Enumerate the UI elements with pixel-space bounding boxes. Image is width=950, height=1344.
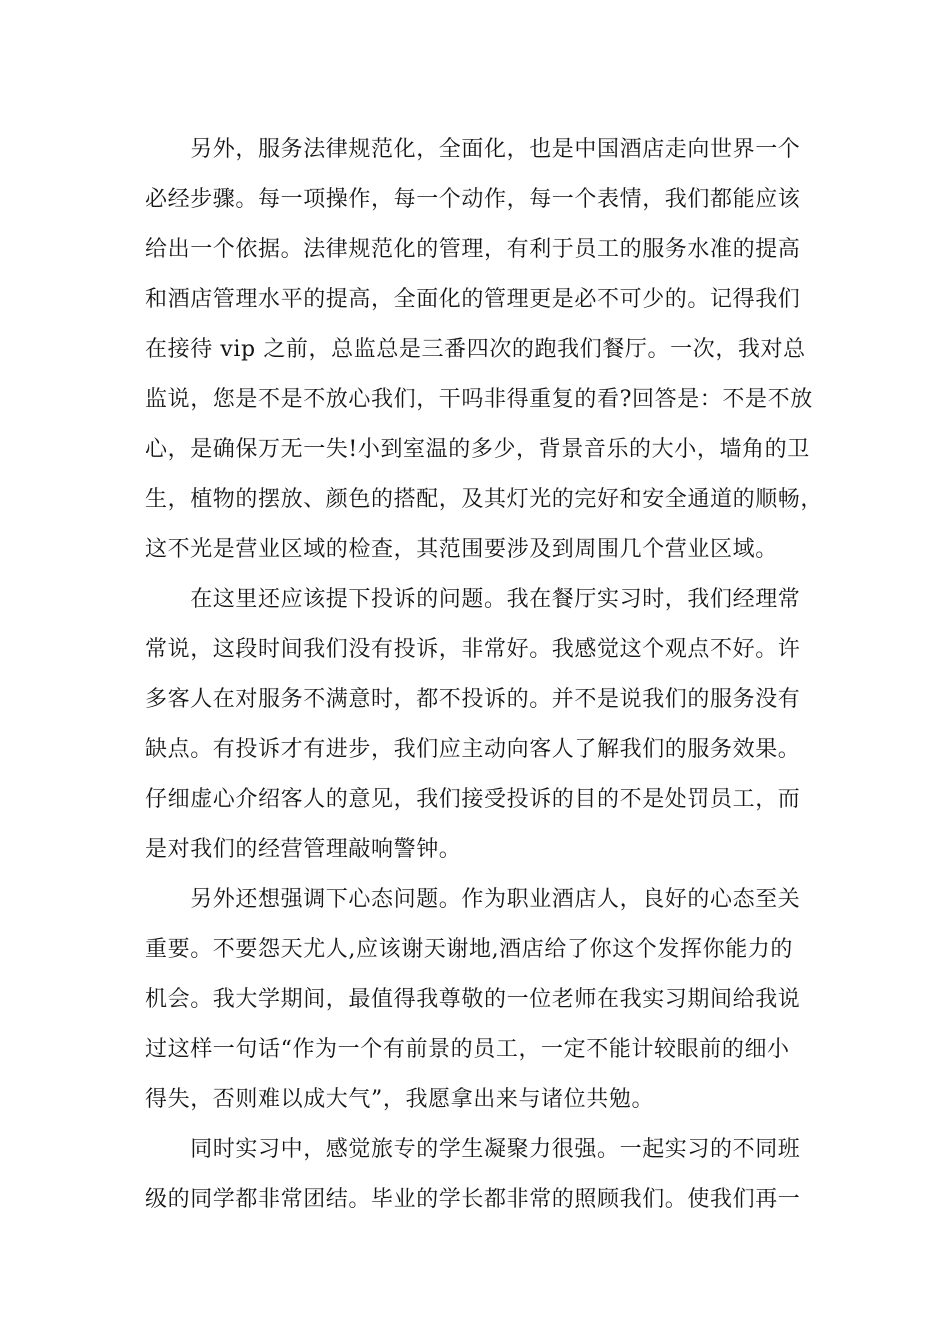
text-line: 级的同学都非常团结。毕业的学长都非常的照顾我们。使我们再一 [145,1187,801,1212]
text-line: 仔细虚心介绍客人的意见，我们接受投诉的目的不是处罚员工，而 [145,787,801,812]
text-line: 心，是确保万无一失!小到室温的多少，背景音乐的大小，墙角的卫 [145,437,810,462]
text-line: 机会。我大学期间，最值得我尊敬的一位老师在我实习期间给我说 [145,987,801,1012]
text-line: 监说，您是不是不放心我们，干吗非得重复的看?回答是：不是不放 [145,387,813,412]
text-line: 生，植物的摆放、颜色的搭配，及其灯光的完好和安全通道的顺畅， [145,487,824,512]
text-line: 在接待 vip 之前，总监总是三番四次的跑我们餐厅。一次，我对总 [145,337,806,362]
text-line: 必经步骤。每一项操作，每一个动作，每一个表情，我们都能应该 [145,187,801,212]
text-line: 缺点。有投诉才有进步，我们应主动向客人了解我们的服务效果。 [145,737,801,762]
text-line: 给出一个依据。法律规范化的管理，有利于员工的服务水准的提高 [145,237,801,262]
text-line: 常说，这段时间我们没有投诉，非常好。我感觉这个观点不好。许 [145,637,801,662]
text-line: 另外，服务法律规范化，全面化，也是中国酒店走向世界一个 [145,137,801,162]
text-line: 过这样一句话“作为一个有前景的员工，一定不能计较眼前的细小 [145,1037,790,1062]
text-line: 另外还想强调下心态问题。作为职业酒店人，良好的心态至关 [145,887,801,912]
text-line: 同时实习中，感觉旅专的学生凝聚力很强。一起实习的不同班 [145,1137,801,1162]
text-line: 是对我们的经营管理敲响警钟。 [145,837,462,862]
text-line: 这不光是营业区域的检查，其范围要涉及到周围几个营业区域。 [145,537,778,562]
text-line: 得失，否则难以成大气”，我愿拿出来与诸位共勉。 [145,1087,655,1112]
text-line: 多客人在对服务不满意时，都不投诉的。并不是说我们的服务没有 [145,687,801,712]
text-line: 和酒店管理水平的提高，全面化的管理更是必不可少的。记得我们 [145,287,801,312]
text-line: 在这里还应该提下投诉的问题。我在餐厅实习时，我们经理常 [145,587,801,612]
text-line: 重要。不要怨天尤人,应该谢天谢地,酒店给了你这个发挥你能力的 [145,937,793,962]
